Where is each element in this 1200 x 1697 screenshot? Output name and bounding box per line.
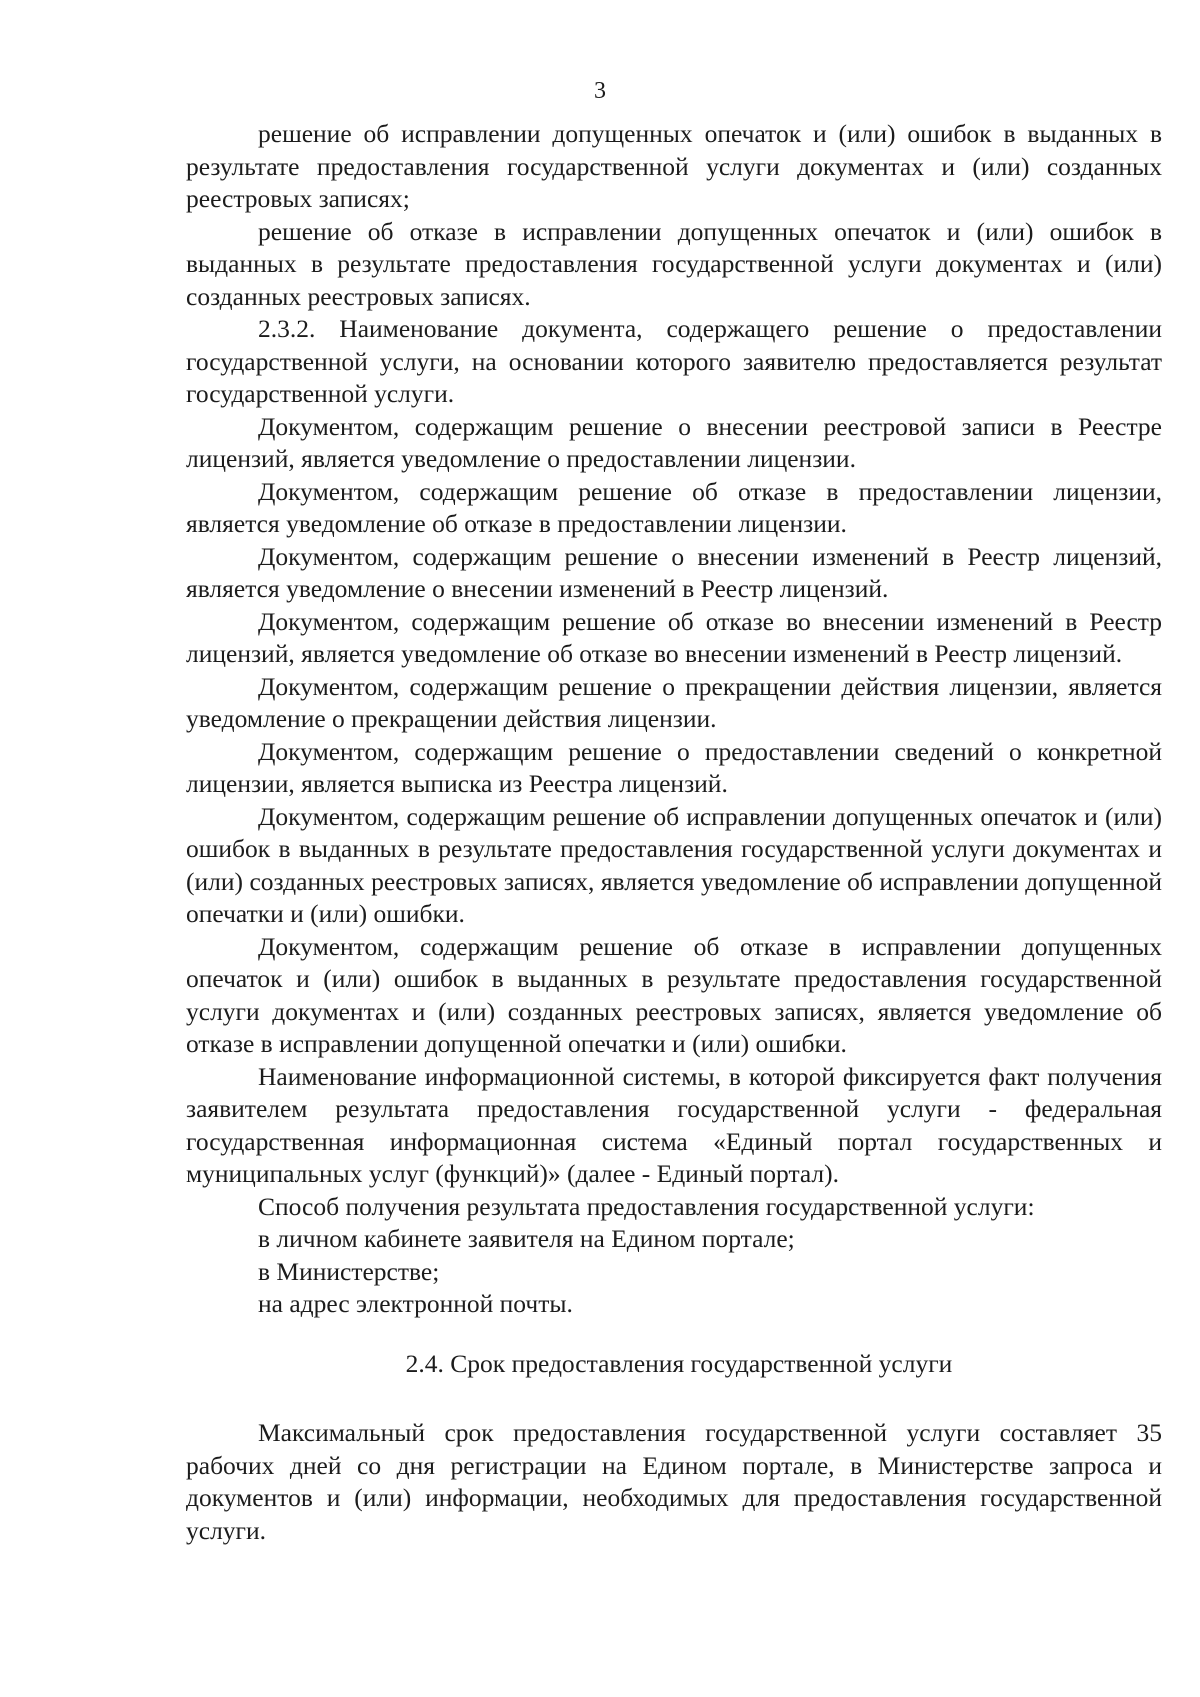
paragraph: Документом, содержащим решение о предоставлении сведений о конкретной лицензии, является выписка из Реестра лицензий. <box>186 736 1162 798</box>
paragraph: решение об исправлении допущенных опечаток и (или) ошибок в выданных в результате предоставления государственной услуги документах и (или) созданных реестровых записях; <box>186 119 1162 213</box>
paragraph: Документом, содержащим решение об отказе во внесении изменений в Реестр лицензий, является уведомление об отказе во внесении изменений в Реестр лицензий. <box>186 606 1162 668</box>
list-item: в Министерстве; <box>258 1256 440 1286</box>
document-body <box>186 118 1162 1547</box>
paragraph: Документом, содержащим решение о внесении изменений в Реестр лицензий, является уведомление о внесении изменений в Реестр лицензий. <box>186 541 1162 603</box>
paragraph: Документом, содержащим решение об исправлении допущенных опечаток и (или) ошибок в выданных в результате предоставления государственной услуги документах и (или) созданных реестровых записях, является уведомление об исправлении допущенной опечатки и (или) ошибки. <box>186 801 1162 928</box>
paragraph: Документом, содержащим решение об отказе в предоставлении лицензии, является уведомление об отказе в предоставлении лицензии. <box>186 476 1162 538</box>
list-intro: Способ получения результата предоставления государственной услуги: <box>258 1191 1035 1221</box>
paragraph: Документом, содержащим решение о внесении реестровой записи в Реестре лицензий, является уведомление о предоставлении лицензии. <box>186 411 1162 473</box>
paragraph: решение об отказе в исправлении допущенных опечаток и (или) ошибок в выданных в результате предоставления государственной услуги документах и (или) созданных реестровых записях. <box>186 216 1162 311</box>
list-item: на адрес электронной почты. <box>258 1289 573 1318</box>
paragraph: Документом, содержащим решение о прекращении действия лицензии, является уведомление о прекращении действия лицензии. <box>186 671 1162 733</box>
paragraph: Максимальный срок предоставления государственной услуги составляет 35 рабочих дней со дня регистрации на Едином портале, в Министерстве запроса и документов и (или) информации, необходимых для предоставления государственной услуги. <box>186 1418 1162 1545</box>
paragraph: 2.3.2. Наименование документа, содержащего решение о предоставлении государственной услуги, на основании которого заявителю предоставляется результат государственной услуги. <box>186 314 1162 408</box>
paragraph: Наименование информационной системы, в которой фиксируется факт получения заявителем результата предоставления государственной услуги - федеральная государственная информационная система «Единый портал государственных и муниципальных услуг (функций)» (далее - Единый портал). <box>186 1061 1162 1188</box>
paragraph: Документом, содержащим решение об отказе в исправлении допущенных опечаток и (или) ошибок в выданных в результате предоставления государственной услуги документах и (или) созданных реестровых записях, является уведомление об отказе в исправлении допущенной опечатки и (или) ошибки. <box>186 931 1162 1058</box>
section-heading: 2.4. Срок предоставления государственной услуги <box>405 1348 953 1378</box>
page-number: 3 <box>594 78 606 104</box>
list-item: в личном кабинете заявителя на Едином портале; <box>258 1224 795 1253</box>
